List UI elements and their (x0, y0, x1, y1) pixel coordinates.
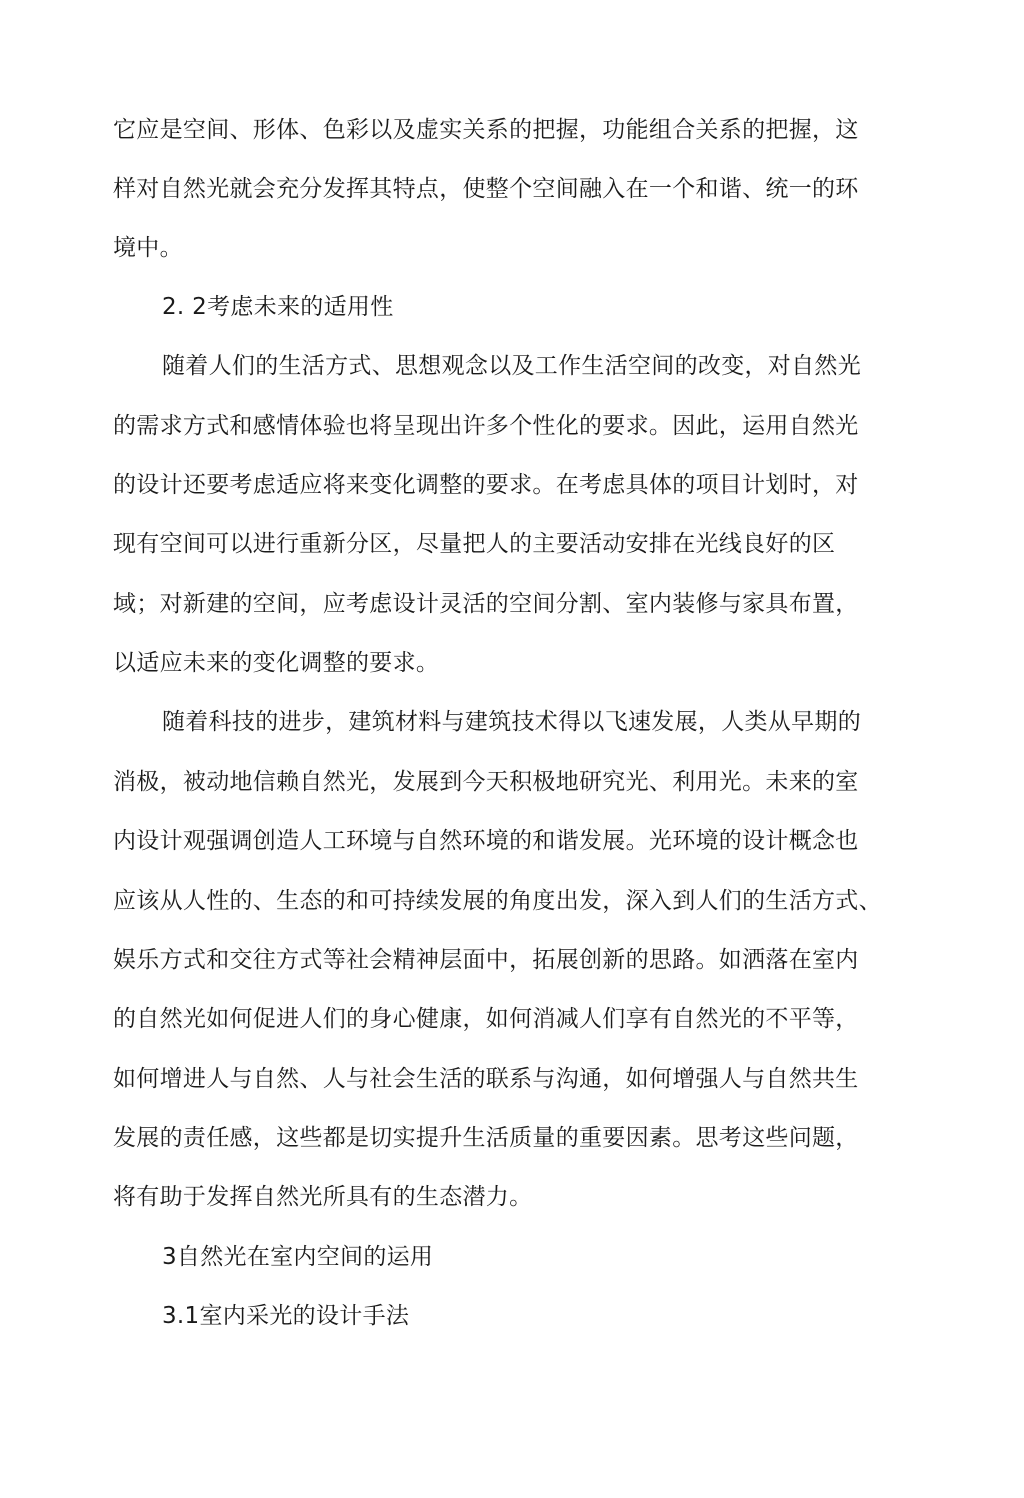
paragraph-line: 随着人们的生活方式、思想观念以及工作生活空间的改变，对自然光 (162, 353, 861, 379)
paragraph-line: 消极，被动地信赖自然光，发展到今天积极地研究光、利用光。未来的室 (113, 769, 859, 795)
paragraph-line: 它应是空间、形体、色彩以及虚实关系的把握，功能组合关系的把握，这 (113, 117, 859, 143)
paragraph-line: 的设计还要考虑适应将来变化调整的要求。在考虑具体的项目计划时，对 (113, 472, 859, 498)
paragraph-line: 以适应未来的变化调整的要求。 (113, 650, 440, 676)
paragraph-line: 随着科技的进步，建筑材料与建筑技术得以飞速发展，人类从早期的 (162, 709, 861, 735)
paragraph-line: 的需求方式和感情体验也将呈现出许多个性化的要求。因此，运用自然光 (113, 413, 859, 439)
paragraph-line: 域；对新建的空间，应考虑设计灵活的空间分割、室内装修与家具布置， (113, 591, 859, 617)
section-heading: 3自然光在室内空间的运用 (162, 1244, 434, 1270)
paragraph-line: 样对自然光就会充分发挥其特点，使整个空间融入在一个和谐、统一的环 (113, 176, 859, 202)
subsection-heading: 3.1室内采光的设计手法 (162, 1303, 410, 1329)
paragraph-line: 如何增进人与自然、人与社会生活的联系与沟通，如何增强人与自然共生 (113, 1066, 859, 1092)
paragraph-line: 境中。 (113, 235, 183, 261)
paragraph-line: 应该从人性的、生态的和可持续发展的角度出发，深入到人们的生活方式、 (113, 888, 882, 914)
paragraph-line: 发展的责任感，这些都是切实提升生活质量的重要因素。思考这些问题， (113, 1125, 859, 1151)
paragraph-line: 现有空间可以进行重新分区，尽量把人的主要活动安排在光线良好的区 (113, 531, 836, 557)
paragraph-line: 的自然光如何促进人们的身心健康，如何消减人们享有自然光的不平等， (113, 1006, 859, 1032)
paragraph-line: 内设计观强调创造人工环境与自然环境的和谐发展。光环境的设计概念也 (113, 828, 859, 854)
paragraph-line: 娱乐方式和交往方式等社会精神层面中，拓展创新的思路。如洒落在室内 (113, 947, 859, 973)
section-heading: 2. 2考虑未来的适用性 (162, 294, 394, 320)
paragraph-line: 将有助于发挥自然光所具有的生态潜力。 (113, 1184, 533, 1210)
